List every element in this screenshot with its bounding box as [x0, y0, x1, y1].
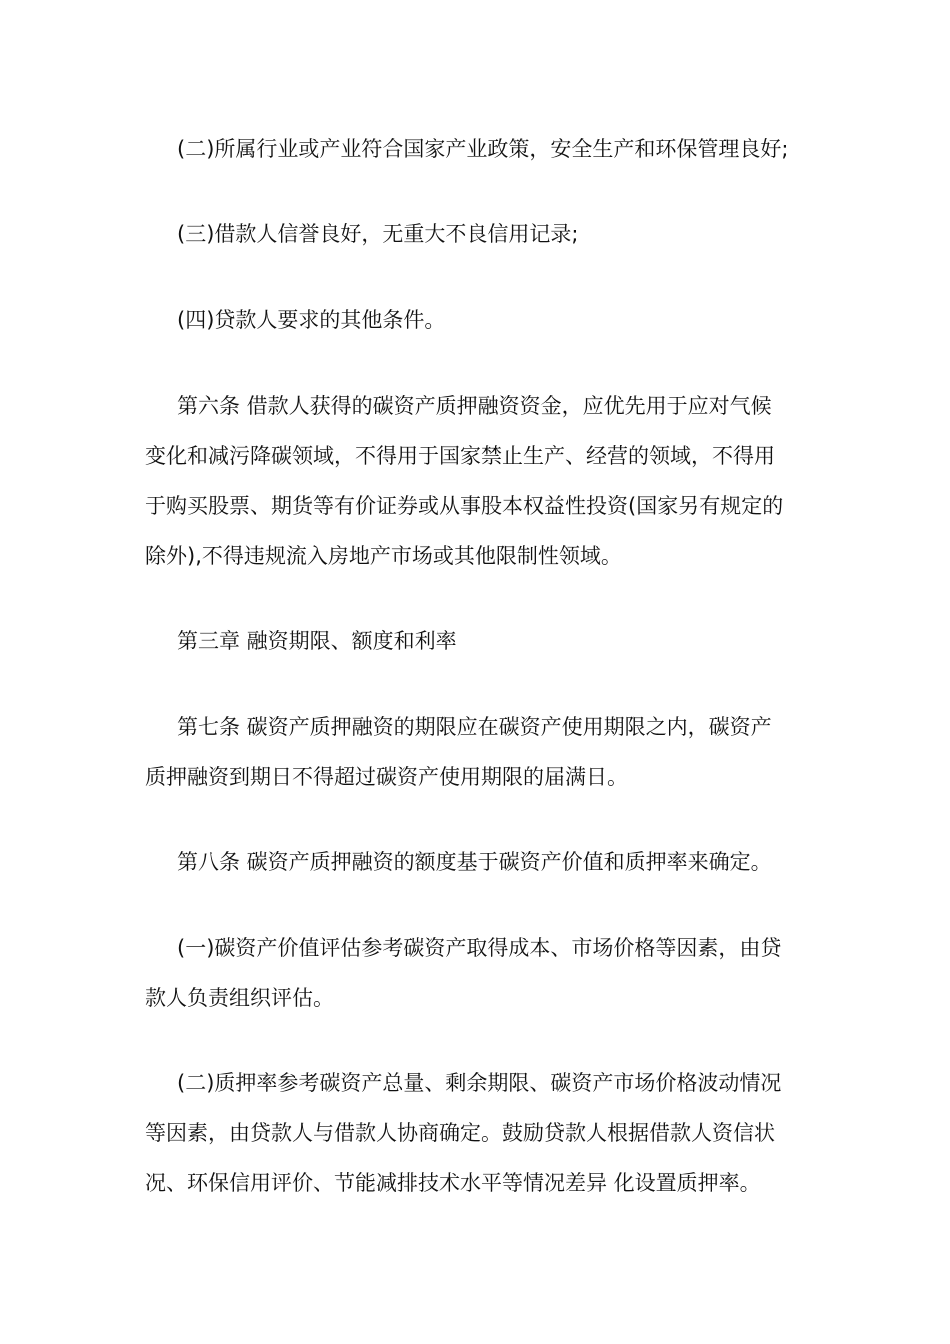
article-6-line-3: 于购买股票、期货等有价证券或从事股本权益性投资(国家另有规定的	[145, 494, 784, 518]
clause-2-line-1: (二)所属行业或产业符合国家产业政策，安全生产和环保管理良好;	[177, 137, 789, 161]
article-8-item-1-line-1: (一)碳资产价值评估参考碳资产取得成本、市场价格等因素，由贷	[177, 936, 782, 960]
clause-4-line-1: (四)贷款人要求的其他条件。	[177, 308, 446, 332]
article-7-line-2: 质押融资到期日不得超过碳资产使用期限的届满日。	[145, 765, 628, 789]
article-8-item-2-line-2: 等因素，由贷款人与借款人协商确定。鼓励贷款人根据借款人资信状	[145, 1121, 775, 1145]
article-8-line-1: 第八条 碳资产质押融资的额度基于碳资产价值和质押率来确定。	[177, 850, 772, 874]
chapter-3-heading: 第三章 融资期限、额度和利率	[177, 629, 457, 653]
article-7-line-1: 第七条 碳资产质押融资的期限应在碳资产使用期限之内，碳资产	[177, 715, 772, 739]
clause-3-line-1: (三)借款人信誉良好，无重大不良信用记录;	[177, 222, 579, 246]
article-6-line-1: 第六条 借款人获得的碳资产质押融资资金，应优先用于应对气候	[177, 394, 772, 418]
article-8-item-2-line-1: (二)质押率参考碳资产总量、剩余期限、碳资产市场价格波动情况	[177, 1071, 782, 1095]
article-8-item-2-line-3: 况、环保信用评价、节能减排技术水平等情况差异 化设置质押率。	[145, 1171, 761, 1195]
article-6-line-4: 除外),不得违规流入房地产市场或其他限制性领域。	[145, 544, 622, 568]
article-8-item-1-line-2: 款人负责组织评估。	[145, 986, 334, 1010]
article-6-line-2: 变化和减污降碳领域，不得用于国家禁止生产、经营的领域，不得用	[145, 444, 775, 468]
